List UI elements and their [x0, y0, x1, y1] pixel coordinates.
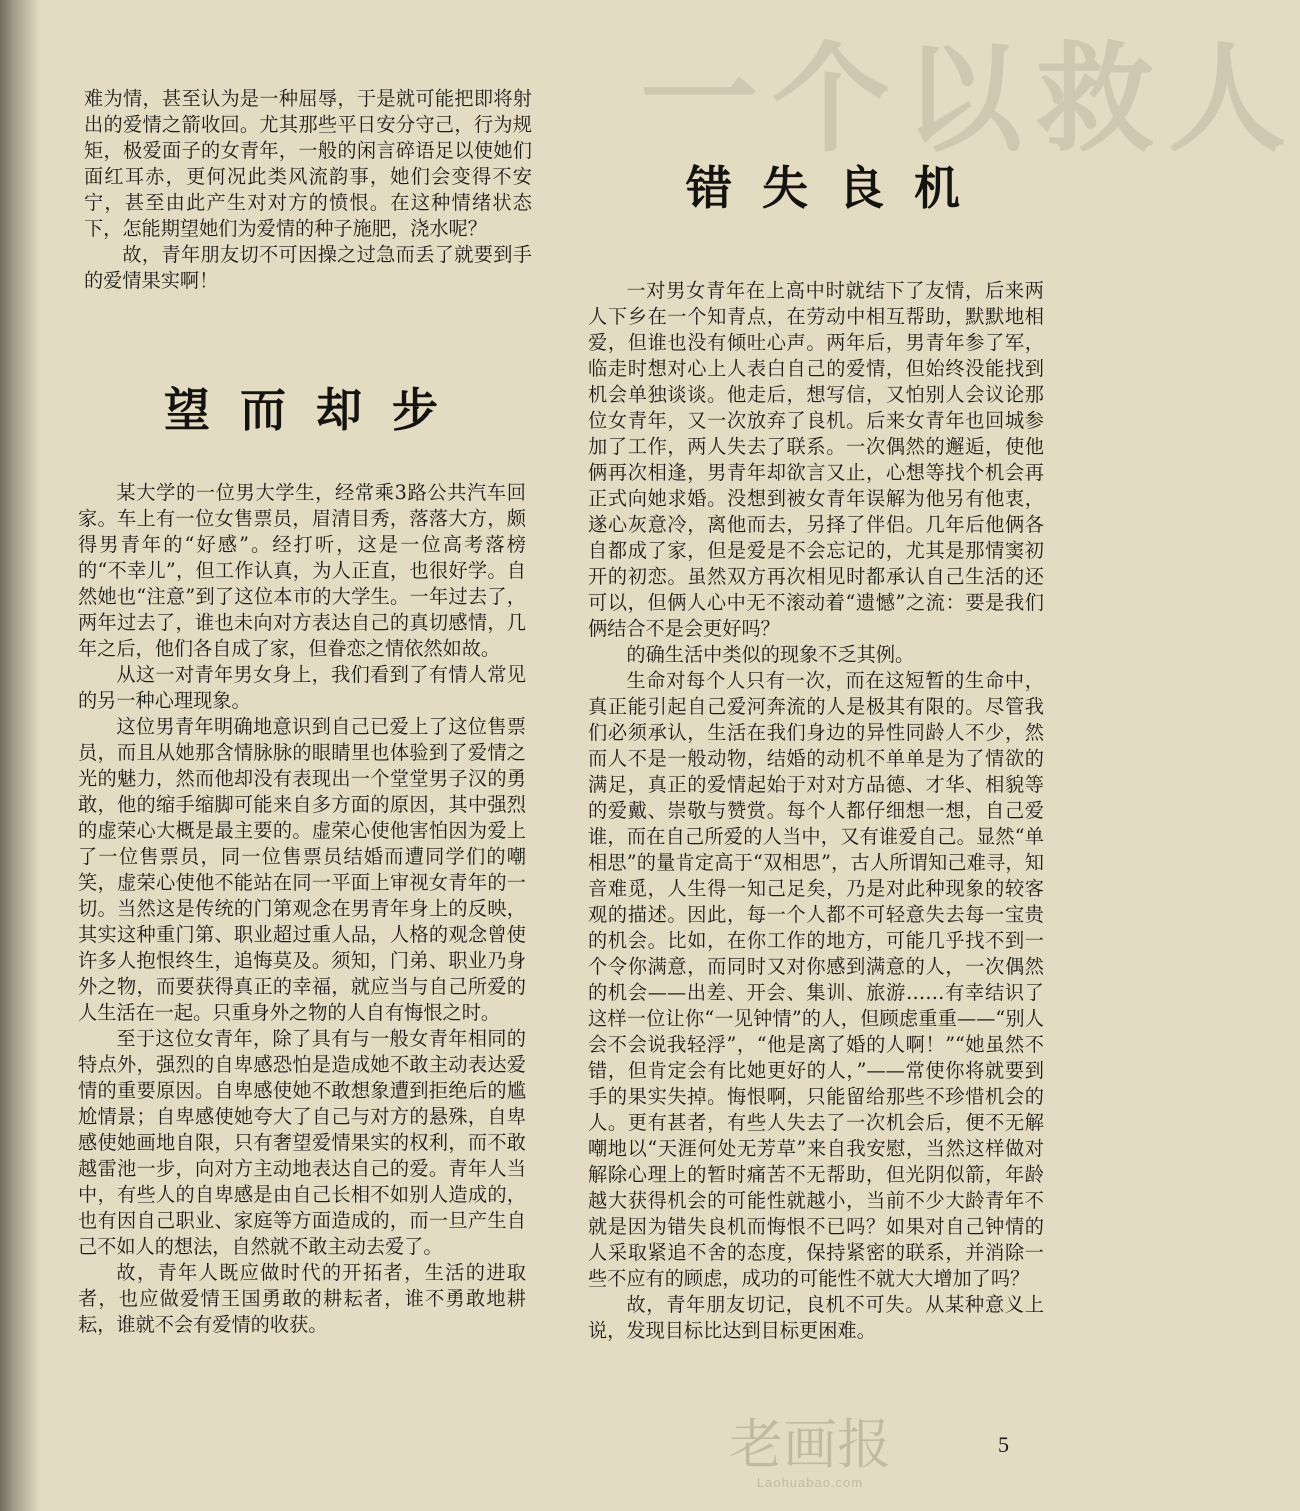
article-title-right: 错失良机	[686, 161, 990, 215]
paragraph: 一对男女青年在上高中时就结下了友情，后来两人下乡在一个知青点，在劳动中相互帮助，默默地相爱，但谁也没有倾吐心声。两年后，男青年参了军，临走时想对心上人表白自己的爱情，但始终没能找到机会单独谈谈。他走后，想写信，又怕别人会议论那位女青年，又一次放弃了良机。后来女青年也回城参加了工作，两人失去了联系。一次偶然的邂逅，使他俩再次相逢，男青年却欲言又止，心想等找个机会再正式向她求婚。没想到被女青年误解为他另有他衷，遂心灰意冷，离他而去，另择了伴侣。几年后他俩各自都成了家，但是爱是不会忘记的，尤其是那情窦初开的初恋。虽然双方再次相见时都承认自己生活的还可以，但俩人心中无不滚动着“遗憾”之流：要是我们俩结合不是会更好吗？	[588, 279, 1044, 640]
watermark-url: Laohuabao.com	[756, 1475, 864, 1490]
background-heading-fragment: 一个以救人	[640, 29, 1300, 168]
watermark	[700, 1415, 920, 1511]
paragraph: 难为情，甚至认为是一种屈辱，于是就可能把即将射出的爱情之箭收回。尤其那些平日安分守己，行为规矩，极爱面子的女青年，一般的闲言碎语足以使她们面红耳赤，更何况此类风流韵事，她们会变得不安宁，甚至由此产生对对方的愤恨。在这种情绪状态下，怎能期望她们为爱情的种子施肥，浇水呢？	[84, 87, 532, 240]
page-number: 5	[998, 1432, 1009, 1457]
paragraph: 至于这位女青年，除了具有与一般女青年相同的特点外，强烈的自卑感恐怕是造成她不敢主动表达爱情的重要原因。自卑感使她不敢想象遭到拒绝后的尴尬情景；自卑感使她夸大了自己与对方的悬殊，自卑感使她画地自限，只有奢望爱情果实的权利，而不敢越雷池一步，向对方主动地表达自己的爱。青年人当中，有些人的自卑感是由自己长相不如别人造成的，也有因自己职业、家庭等方面造成的，而一旦产生自己不如人的想法，自然就不敢主动去爱了。	[78, 1027, 526, 1258]
right-column-article	[588, 278, 1044, 1344]
left-column-intro	[84, 86, 532, 294]
left-column-article	[78, 480, 526, 1338]
paragraph: 生命对每个人只有一次，而在这短暂的生命中，真正能引起自己爱河奔流的人是极其有限的。尽管我们必须承认，生活在我们身边的异性同龄人不少，然而人不是一般动物，结婚的动机不单单是为了情欲的满足，真正的爱情起始于对对方品德、才华、相貌等的爱戴、崇敬与赞赏。每个人都仔细想一想，自己爱谁，而在自己所爱的人当中，又有谁爱自己。显然“单相思”的量肯定高于“双相思”，古人所谓知己难寻，知音难觅，人生得一知己足矣，乃是对此种现象的较客观的描述。因此，每一个人都不可轻意失去每一宝贵的机会。比如，在你工作的地方，可能几乎找不到一个令你满意，而同时又对你感到满意的人，一次偶然的机会——出差、开会、集训、旅游……有幸结识了这样一位让你“一见钟情”的人，但顾虑重重——“别人会不会说我轻浮”，“他是离了婚的人啊！”“她虽然不错，但肯定会有比她更好的人，”——常使你将就要到手的果实失掉。悔恨啊，只能留给那些不珍惜机会的人。更有甚者，有些人失去了一次机会后，便不无解嘲地以“天涯何处无芳草”来自我安慰，当然这样做对解除心理上的暂时痛苦不无帮助，但光阴似箭，年龄越大获得机会的可能性就越小，当前不少大龄青年不就是因为错失良机而悔恨不已吗？如果对自己钟情的人采取紧追不舍的态度，保持紧密的联系，并消除一些不应有的顾虑，成功的可能性不就大大增加了吗？	[588, 669, 1044, 1290]
article-title-left: 望而却步	[164, 383, 468, 437]
watermark-mark: 老画报	[729, 1413, 891, 1476]
paragraph: 故，青年人既应做时代的开拓者，生活的进取者，也应做爱情王国勇敢的耕耘者，谁不勇敢地耕耘，谁就不会有爱情的收获。	[78, 1261, 526, 1336]
paragraph: 的确生活中类似的现象不乏其例。	[626, 643, 915, 666]
paragraph: 从这一对青年男女身上，我们看到了有情人常见的另一种心理现象。	[78, 663, 526, 712]
paragraph: 故，青年朋友切不可因操之过急而丢了就要到手的爱情果实啊！	[84, 243, 532, 292]
page-binding-shadow	[0, 0, 40, 1511]
paragraph: 故，青年朋友切记，良机不可失。从某种意义上说，发现目标比达到目标更困难。	[588, 1293, 1044, 1342]
paragraph: 某大学的一位男大学生，经常乘3路公共汽车回家。车上有一位女售票员，眉清目秀，落落大方，颇得男青年的“好感”。经打听，这是一位高考落榜的“不幸儿”，但工作认真，为人正直，也很好学。自然她也“注意”到了这位本市的大学生。一年过去了，两年过去了，谁也未向对方表达自己的真切感情，几年之后，他们各自成了家，但眷恋之情依然如故。	[78, 481, 526, 660]
paragraph: 这位男青年明确地意识到自己已爱上了这位售票员，而且从她那含情脉脉的眼睛里也体验到了爱情之光的魅力，然而他却没有表现出一个堂堂男子汉的勇敢，他的缩手缩脚可能来自多方面的原因，其中强烈的虚荣心大概是最主要的。虚荣心使他害怕因为爱上了一位售票员，同一位售票员结婚而遭同学们的嘲笑，虚荣心使他不能站在同一平面上审视女青年的一切。当然这是传统的门第观念在男青年身上的反映，其实这种重门第、职业超过重人品，人格的观念曾使许多人抱恨终生，追悔莫及。须知，门弟、职业乃身外之物，而要获得真正的幸福，就应当与自己所爱的人生活在一起。只重身外之物的人自有悔恨之时。	[78, 715, 526, 1024]
